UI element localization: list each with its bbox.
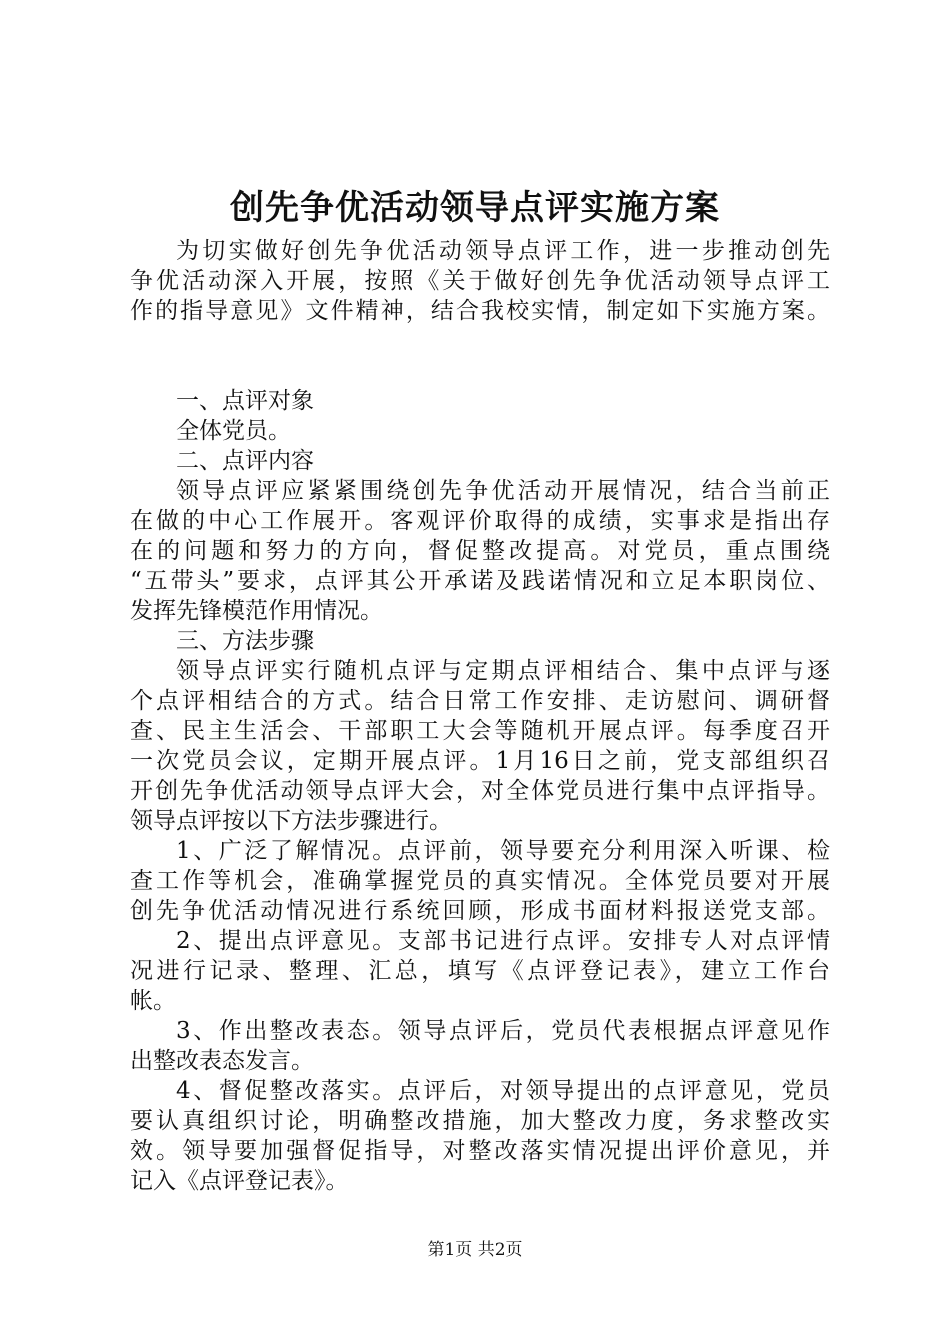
step-2-line-2: 况进行记录、整理、汇总，填写《点评登记表》，建立工作台 <box>130 958 830 984</box>
section-2-line-3: 在的问题和努力的方向，督促整改提高。对党员，重点围绕 <box>130 538 830 564</box>
step-1-line-3: 创先争优活动情况进行系统回顾，形成书面材料报送党支部。 <box>130 898 830 924</box>
section-3-para-1-line-3: 查、民主生活会、干部职工大会等随机开展点评。每季度召开 <box>130 718 830 744</box>
paragraph-spacer <box>130 326 830 386</box>
section-3-para-1-line-5: 开创先争优活动领导点评大会，对全体党员进行集中点评指导。 <box>130 778 830 804</box>
section-heading-2: 二、点评内容 <box>176 448 314 474</box>
section-3-para-1-line-6: 领导点评按以下方法步骤进行。 <box>130 808 452 834</box>
section-3-para-1-line-4: 一次党员会议，定期开展点评。1月16日之前，党支部组织召 <box>130 748 830 774</box>
section-3-para-1-line-2: 个点评相结合的方式。结合日常工作安排、走访慰问、调研督 <box>130 688 830 714</box>
section-2-line-2: 在做的中心工作展开。客观评价取得的成绩，实事求是指出存 <box>130 508 830 534</box>
section-1-line-1: 全体党员。 <box>176 418 291 444</box>
step-3-line-2: 出整改表态发言。 <box>130 1048 314 1074</box>
intro-line-2: 争优活动深入开展，按照《关于做好创先争优活动领导点评工 <box>130 268 830 294</box>
step-1-line-2: 查工作等机会，准确掌握党员的真实情况。全体党员要对开展 <box>130 868 830 894</box>
section-2-line-5: 发挥先锋模范作用情况。 <box>130 598 383 624</box>
section-2-line-1: 领导点评应紧紧围绕创先争优活动开展情况，结合当前正 <box>176 478 830 504</box>
section-heading-1: 一、点评对象 <box>176 388 314 414</box>
page-number-footer: 第1页 共2页 <box>427 1240 523 1260</box>
intro-line-1: 为切实做好创先争优活动领导点评工作，进一步推动创先 <box>176 238 830 264</box>
section-2-line-4: “五带头”要求，点评其公开承诺及践诺情况和立足本职岗位、 <box>130 568 830 594</box>
step-2-line-3: 帐。 <box>130 988 176 1014</box>
step-3-line-1: 3、作出整改表态。领导点评后，党员代表根据点评意见作 <box>176 1018 830 1044</box>
intro-line-3: 作的指导意见》文件精神，结合我校实情，制定如下实施方案。 <box>130 298 830 324</box>
section-3-para-1-line-1: 领导点评实行随机点评与定期点评相结合、集中点评与逐 <box>176 658 830 684</box>
document-title: 创先争优活动领导点评实施方案 <box>230 188 720 228</box>
section-heading-3: 三、方法步骤 <box>176 628 314 654</box>
step-2-line-1: 2、提出点评意见。支部书记进行点评。安排专人对点评情 <box>176 928 830 954</box>
step-4-line-1: 4、督促整改落实。点评后，对领导提出的点评意见，党员 <box>176 1078 830 1104</box>
step-4-line-2: 要认真组织讨论，明确整改措施，加大整改力度，务求整改实 <box>130 1108 830 1134</box>
step-4-line-3: 效。领导要加强督促指导，对整改落实情况提出评价意见，并 <box>130 1138 830 1164</box>
step-4-line-4: 记入《点评登记表》。 <box>130 1168 349 1194</box>
document-body <box>130 236 830 1196</box>
step-1-line-1: 1、广泛了解情况。点评前，领导要充分利用深入听课、检 <box>176 838 830 864</box>
